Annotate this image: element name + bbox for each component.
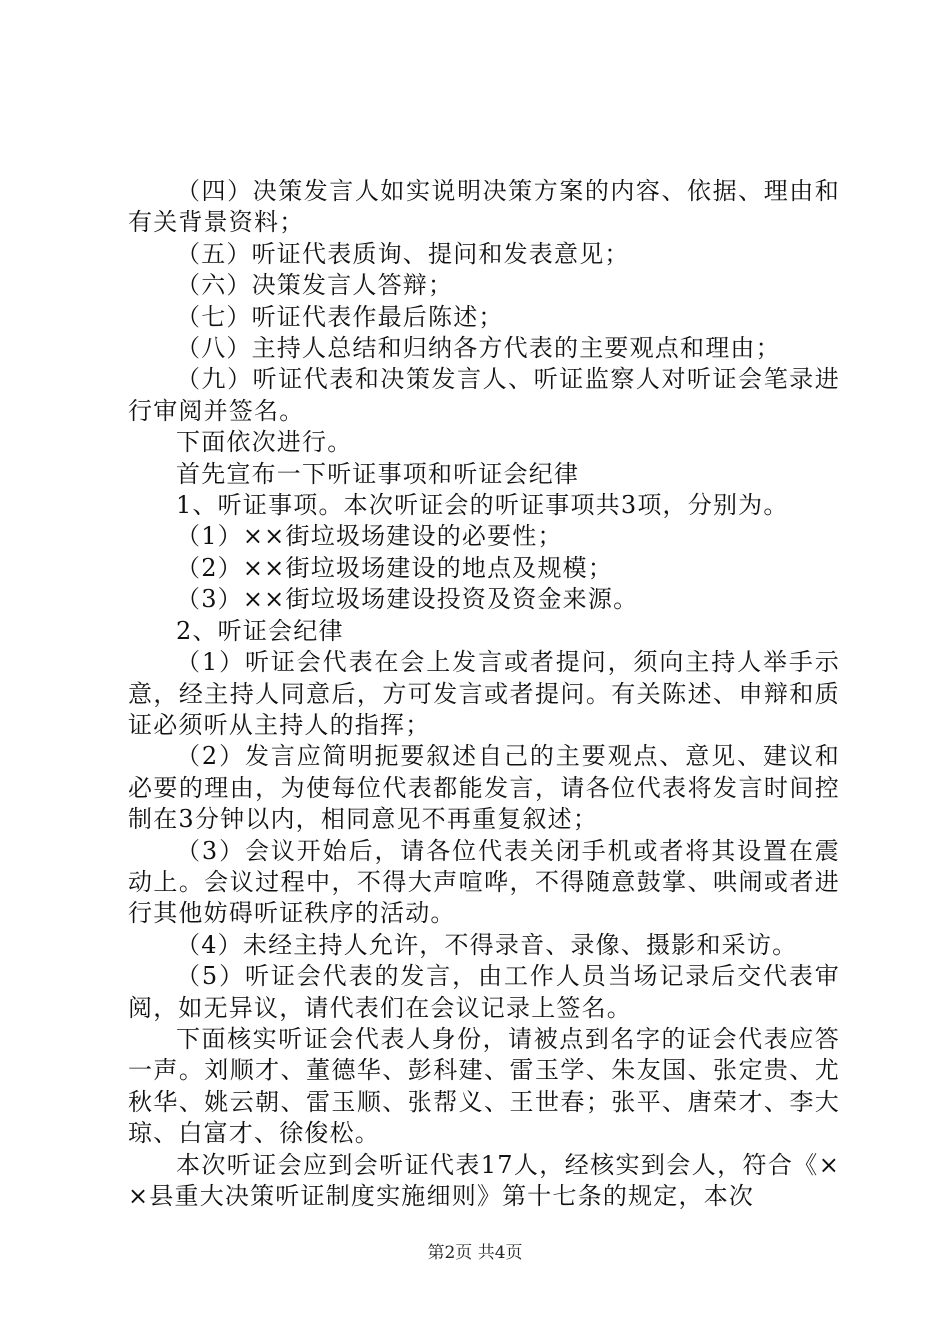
paragraph-step-6: （六）决策发言人答辩； (176, 271, 454, 300)
paragraph-step-9: （九）听证代表和决策发言人、听证监察人对听证会笔录进行审阅并签名。 (128, 365, 840, 425)
paragraph-roll-call: 下面核实听证会代表人身份，请被点到名字的证会代表应答一声。刘顺才、董德华、彭科建、雷玉学、朱友国、张定贵、尤秋华、姚云朝、雷玉顺、张帮义、王世春；张平、唐荣才、李大琼、白富才、徐俊松。 (128, 1024, 840, 1148)
paragraph-rule-1: （1）听证会代表在会上发言或者提问，须向主持人举手示意，经主持人同意后，方可发言或者提问。有关陈述、申辩和质证必须听从主持人的指挥； (128, 648, 840, 739)
paragraph-rule-4: （4）未经主持人允许，不得录音、录像、摄影和采访。 (176, 930, 798, 959)
paragraph-item-3: （3）××街垃圾场建设投资及资金来源。 (176, 585, 639, 614)
document-body (128, 176, 840, 1212)
page-footer: 第2页 共4页 (427, 1243, 523, 1263)
paragraph-attendance: 本次听证会应到会听证代表17人，经核实到会人，符合《××县重大决策听证制度实施细则》第十七条的规定，本次 (128, 1150, 840, 1210)
paragraph-rule-5: （5）听证会代表的发言，由工作人员当场记录后交代表审阅，如无异议，请代表们在会议记录上签名。 (128, 962, 840, 1022)
paragraph-step-7: （七）听证代表作最后陈述； (176, 302, 504, 331)
paragraph-rule-2: （2）发言应简明扼要叙述自己的主要观点、意见、建议和必要的理由，为使每位代表都能发言，请各位代表将发言时间控制在3分钟以内，相同意见不再重复叙述； (128, 742, 840, 834)
paragraph-step-5: （五）听证代表质询、提问和发表意见； (176, 239, 630, 268)
paragraph-announce: 首先宣布一下听证事项和听证会纪律 (176, 459, 580, 488)
paragraph-hearing-items: 1、听证事项。本次听证会的听证事项共3项，分别为。 (176, 491, 789, 520)
paragraph-step-4: （四）决策发言人如实说明决策方案的内容、依据、理由和有关背景资料； (128, 177, 840, 237)
paragraph-discipline-heading: 2、听证会纪律 (176, 616, 344, 645)
paragraph-step-8: （八）主持人总结和归纳各方代表的主要观点和理由； (176, 334, 781, 363)
paragraph-item-1: （1）××街垃圾场建设的必要性； (176, 522, 563, 551)
paragraph-rule-3: （3）会议开始后，请各位代表关闭手机或者将其设置在震动上。会议过程中，不得大声喧哗，不得随意鼓掌、哄闹或者进行其他妨碍听证秩序的活动。 (128, 836, 840, 928)
paragraph-item-2: （2）××街垃圾场建设的地点及规模； (176, 553, 614, 582)
paragraph-proceed: 下面依次进行。 (176, 428, 353, 457)
